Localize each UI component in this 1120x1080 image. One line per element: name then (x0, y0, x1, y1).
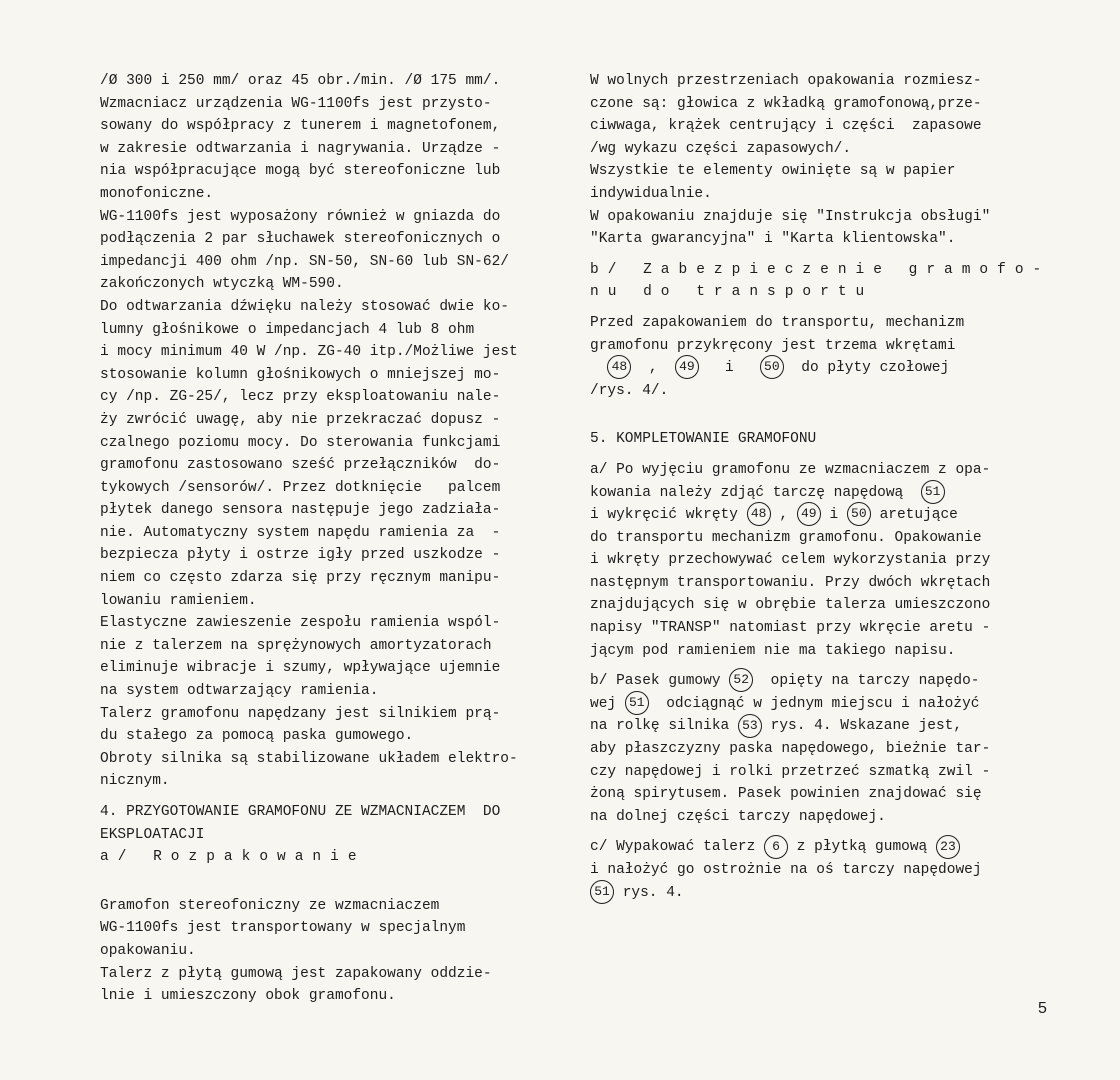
s5a-line-3-tail: aretujące (879, 507, 958, 524)
section-4-heading-cont: EKSPLOATACJI (100, 826, 205, 843)
transport-lock-text-2: gramofonu przykręcony jest trzema wkrętami (590, 337, 956, 354)
unpacking-line: Talerz z płytą gumową jest zapakowany oddzie- (100, 965, 492, 982)
left-intro-line: nie z talerzem na sprężynowych amortyzatorach (100, 637, 492, 654)
packaging-contents-text (590, 70, 1020, 251)
s5b-rest-line: żoną spirytusem. Pasek powinien znajdować się (590, 786, 982, 803)
subsection-a-unpacking: a/ Rozpakowanie (100, 849, 366, 866)
left-intro-line: sowany do współpracy z tunerem i magnetofonem, (100, 118, 501, 135)
packaging-contents-line: Wszystkie te elementy owinięte są w papier (590, 163, 956, 180)
part-50-callout: 50 (760, 355, 784, 379)
s5a-line-3-text: i wykręcić wkręty (590, 507, 738, 524)
part-48-callout: 48 (747, 502, 771, 526)
s5c-line-1-text: c/ Wypakować talerz (590, 839, 756, 856)
section-5-heading: 5. KOMPLETOWANIE GRAMOFONU (590, 431, 817, 448)
left-intro-text (100, 70, 530, 793)
left-intro-line: na system odtwarzający ramienia. (100, 683, 379, 700)
s5a-rest-line: znajdujących się w obrębie talerza umieszczono (590, 597, 991, 614)
left-intro-line: lumny głośnikowe o impedancjach 4 lub 8 ohm (100, 321, 475, 338)
s5b-line-2 (590, 693, 1020, 716)
part-50-callout: 50 (847, 502, 871, 526)
separator: i (725, 360, 734, 377)
left-intro-line: bezpiecza płyty i ostrze igły przed uszkodze - (100, 547, 501, 564)
subsection-b-heading: b/ Zabezpieczenie gramofo- (590, 261, 1051, 278)
unpacking-line: opakowaniu. (100, 942, 196, 959)
s5b-rest-line: aby płaszczyzny paska napędowego, bieżnie tar- (590, 741, 991, 758)
s5c-line-3 (590, 882, 1020, 905)
s5b-line-3-tail: rys. 4. Wskazane jest, (770, 718, 963, 735)
right-column (590, 70, 1051, 904)
subsection-b-heading-cont: nu do transportu (590, 284, 874, 301)
left-intro-line: monofoniczne. (100, 185, 214, 202)
part-48-callout: 48 (607, 355, 631, 379)
left-intro-line: ży zwrócić uwagę, aby nie przekraczać dopusz - (100, 411, 501, 428)
s5a-line-2 (590, 482, 1020, 505)
left-intro-line: nia współpracujące mogą być stereofoniczne lub (100, 163, 501, 180)
left-intro-line: lowaniu ramieniem. (100, 592, 257, 609)
separator: , (779, 507, 789, 524)
left-intro-line: czalnego poziomu mocy. Do sterowania funkcjami (100, 434, 501, 451)
s5a-rest-line: jącym pod ramieniem nie ma takiego napisu. (590, 642, 956, 659)
s5b-rest-line: czy napędowej i rolki przetrzeć szmatką zwil - (590, 763, 991, 780)
left-intro-line: w zakresie odtwarzania i nagrywania. Urządze - (100, 140, 501, 157)
packaging-contents-line: /wg wykazu części zapasowych/. (590, 140, 852, 157)
part-52-callout: 52 (729, 668, 753, 692)
s5c-line-3-tail: rys. 4. (622, 884, 684, 901)
left-intro-line: WG-1100fs jest wyposażony również w gniazda do (100, 208, 501, 225)
left-intro-line: /Ø 300 i 250 mm/ oraz 45 obr./min. /Ø 175 mm/. (100, 73, 501, 89)
left-intro-line: cy /np. ZG-25/, lecz przy eksploatowaniu nale- (100, 389, 501, 406)
unpacking-line: lnie i umieszczony obok gramofonu. (100, 988, 396, 1005)
section-4-heading: 4. PRZYGOTOWANIE GRAMOFONU ZE WZMACNIACZEM DO (100, 804, 501, 820)
unpacking-paragraph (100, 895, 530, 1008)
s5b-line-2-text: wej (590, 695, 617, 712)
s5a-line-3 (590, 504, 1020, 527)
left-intro-line: Elastyczne zawieszenie zespołu ramienia wspól- (100, 615, 501, 632)
s5a-rest-line: następnym transportowaniu. Przy dwóch wkrętach (590, 574, 991, 591)
packaging-contents-line: "Karta gwarancyjna" i "Karta klientowska". (590, 231, 956, 248)
transport-lock-text-4: /rys. 4/. (590, 382, 669, 399)
packaging-contents-line: indywidualnie. (590, 185, 712, 202)
s5b-line-2-tail: odciągnąć w jednym miejscu i nałożyć (666, 695, 980, 712)
packaging-contents-line: W wolnych przestrzeniach opakowania rozmiesz- (590, 73, 982, 89)
packaging-contents-line: ciwwaga, krążek centrujący i części zapasowe (590, 118, 982, 135)
transport-lock-text-3 (590, 357, 1020, 380)
left-intro-line: du stałego za pomocą paska gumowego. (100, 728, 414, 745)
left-intro-line: Talerz gramofonu napędzany jest silnikiem prą- (100, 705, 501, 722)
s5b-rest-line: na dolnej części tarczy napędowej. (590, 808, 886, 825)
left-intro-line: i mocy minimum 40 W /np. ZG-40 itp./Możliwe jest (100, 344, 518, 361)
part-53-callout: 53 (738, 714, 762, 738)
unpacking-line: Gramofon stereofoniczny ze wzmacniaczem (100, 897, 440, 914)
packaging-contents-line: W opakowaniu znajduje się "Instrukcja obsługi" (590, 208, 991, 225)
s5a-rest-line: i wkręty przechowywać celem wykorzystania przy (590, 552, 991, 569)
s5c-line-1-mid: z płytką gumową (796, 839, 928, 856)
part-23-callout: 23 (936, 835, 960, 859)
left-intro-line: Obroty silnika są stabilizowane układem elektro- (100, 750, 518, 767)
page-number: 5 (1038, 1000, 1047, 1017)
part-51-callout: 51 (921, 480, 945, 504)
left-intro-line: stosowanie kolumn głośnikowych o mniejszej mo- (100, 366, 501, 383)
left-intro-line: nie. Automatyczny system napędu ramienia za - (100, 524, 501, 541)
left-intro-line: Wzmacniacz urządzenia WG-1100fs jest przysto- (100, 95, 492, 112)
s5a-rest-line: do transportu mechanizm gramofonu. Opakowanie (590, 529, 982, 546)
left-intro-line: zakończonych wtyczką WM-590. (100, 276, 344, 293)
left-intro-line: płytek danego sensora następuje jego zadziała- (100, 502, 501, 519)
s5c-line-1 (590, 836, 1020, 859)
s5b-rest-text (590, 738, 1020, 828)
transport-lock-text-1: Przed zapakowaniem do transportu, mechanizm (590, 314, 965, 331)
s5a-rest-text (590, 527, 1020, 663)
left-intro-line: tykowych /sensorów/. Przez dotknięcie palcem (100, 479, 501, 496)
unpacking-line: WG-1100fs jest transportowany w specjalnym (100, 920, 466, 937)
separator: i (829, 507, 839, 524)
s5b-line-3-text: na rolkę silnika (590, 718, 730, 735)
s5b-line-3 (590, 715, 1020, 738)
s5a-line-2-text: kowania należy zdjąć tarczę napędową (590, 484, 904, 501)
left-intro-line: impedancji 400 ohm /np. SN-50, SN-60 lub SN-62/ (100, 253, 509, 270)
s5b-line-1 (590, 670, 1020, 693)
left-intro-line: eliminuje wibracje i szumy, wpływające ujemnie (100, 660, 501, 677)
left-intro-line: gramofonu zastosowano sześć przełączników do- (100, 457, 501, 474)
s5b-line-1-text: b/ Pasek gumowy (590, 673, 721, 690)
part-49-callout: 49 (675, 355, 699, 379)
s5a-line-1: a/ Po wyjęciu gramofonu ze wzmacniaczem z opa- (590, 461, 991, 478)
left-intro-line: Do odtwarzania dźwięku należy stosować dwie ko- (100, 298, 509, 315)
part-49-callout: 49 (797, 502, 821, 526)
part-51-callout: 51 (590, 880, 614, 904)
left-intro-line: niem co często zdarza się przy ręcznym manipu- (100, 570, 501, 587)
s5b-line-1-tail: opięty na tarczy napędo- (770, 673, 980, 690)
s5a-rest-line: napisy "TRANSP" natomiast przy wkręcie aretu - (590, 620, 991, 637)
packaging-contents-line: czone są: głowica z wkładką gramofonową,prze- (590, 95, 982, 112)
part-51-callout: 51 (625, 691, 649, 715)
left-intro-line: podłączenia 2 par słuchawek stereofonicznych o (100, 231, 501, 248)
transport-lock-tail: do płyty czołowej (801, 360, 950, 377)
part-6-callout: 6 (764, 835, 788, 859)
left-intro-line: nicznym. (100, 773, 170, 790)
s5c-line-2: i nałożyć go ostrożnie na oś tarczy napędowej (590, 862, 982, 878)
left-column (100, 70, 530, 1008)
separator: , (648, 360, 658, 377)
